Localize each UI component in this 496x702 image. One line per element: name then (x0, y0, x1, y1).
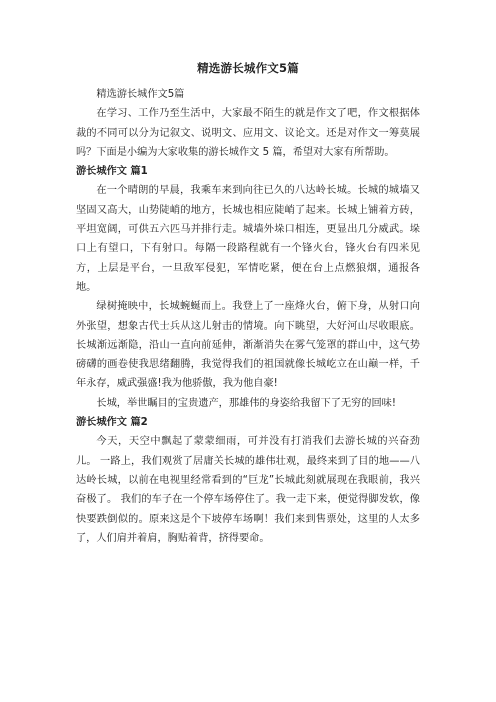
intro-paragraph: 在学习、工作乃至生活中，大家最不陌生的就是作文了吧，作文根据体裁的不同可以分为记叙文、说明文、应用文、议论文。还是对作文一筹莫展吗？下面是小编为大家收集的游长城作文 5 篇，希望对大家有所帮助。 (76, 108, 420, 158)
document-page (76, 60, 420, 548)
document-title: 精选游长城作文5篇 (197, 61, 299, 75)
section-heading-2: 游长城作文 篇2 (76, 417, 148, 429)
section-heading-1: 游长城作文 篇1 (76, 166, 148, 178)
section-1-paragraph-3: 长城，举世瞩目的宝贵遗产，那雄伟的身姿给我留下了无穷的回味! (96, 397, 396, 409)
section-1-paragraph-2: 绿树掩映中，长城蜿蜒而上。我登上了一座烽火台，俯下身，从射口向外张望，想象古代士兵从这儿射击的情境。向下眺望，大好河山尽收眼底。长城渐远渐隐，沿山一直向前延伸，渐渐消失在雾气笼罩的群山中，这气势磅礴的画卷使我思绪翻腾，我觉得我们的祖国就像长城屹立在山巅一样，千年永存，威武强盛!我为他骄傲，我为他自豪! (76, 301, 420, 390)
section-1-paragraph-1: 在一个晴朗的早晨，我乘车来到向往已久的八达岭长城。长城的城墙又坚固又高大，山势陡峭的地方，长城也相应陡峭了起来。长城上铺着方砖，平坦宽阔，可供五六匹马并排行走。城墙外垛口相连，更显出几分威武。垛口上有望口，下有射口。每隔一段路程就有一个锋火台，锋火台有四米见方，上层是平台，一旦敌军侵犯，军情吃紧，便在台上点燃狼烟，通报各地。 (76, 185, 420, 293)
document-subtitle: 精选游长城作文5篇 (96, 89, 185, 100)
section-2-paragraph-1: 今天，天空中飘起了蒙蒙细雨，可并没有打消我们去游长城的兴奋劲儿。 一路上，我们观赏了居庸关长城的雄伟壮观，最终来到了目的地——八达岭长城，以前在电视里经常看到的“巨龙”长城此刻就展现在我眼前，我兴奋极了。 我们的车子在一个停车场停住了。我一走下来，便觉得脚发软，像快要跌倒似的。原来这是个下坡停车场啊！我们来到售票处，这里的人太多了，人们肩并着肩，胸贴着背，挤得要命。 (76, 436, 420, 544)
